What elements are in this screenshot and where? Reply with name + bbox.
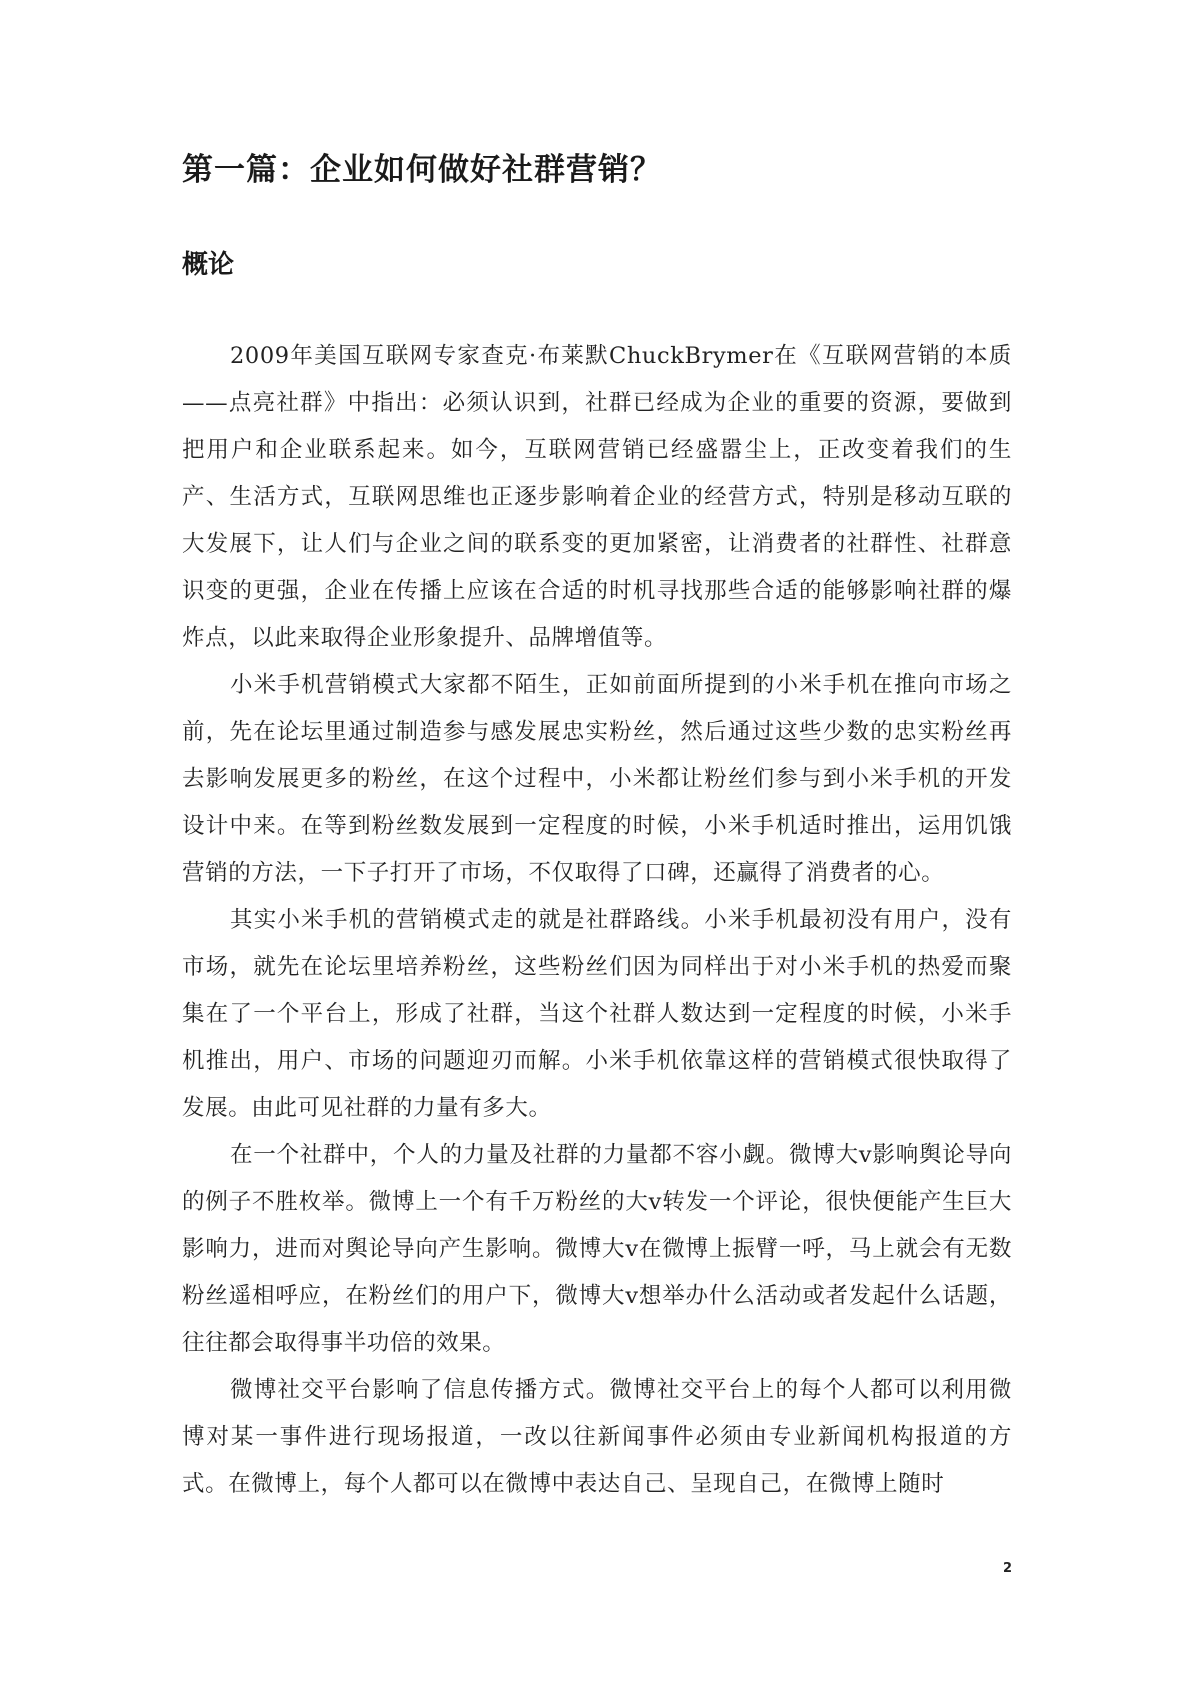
paragraph: 小米手机营销模式大家都不陌生，正如前面所提到的小米手机在推向市场之前，先在论坛里通过制造参与感发展忠实粉丝，然后通过这些少数的忠实粉丝再去影响发展更多的粉丝，在这个过程中，小米都让粉丝们参与到小米手机的开发设计中来。在等到粉丝数发展到一定程度的时候，小米手机适时推出，运用饥饿营销的方法，一下子打开了市场，不仅取得了口碑，还赢得了消费者的心。 (182, 672, 1012, 886)
page-title: 第一篇：企业如何做好社群营销？ (182, 152, 662, 188)
body-text (182, 333, 1012, 1508)
section-heading: 概论 (182, 250, 235, 280)
paragraph: 2009年美国互联网专家查克·布莱默ChuckBrymer在《互联网营销的本质——点亮社群》中指出：必须认识到，社群已经成为企业的重要的资源，要做到把用户和企业联系起来。如今，互联网营销已经盛嚣尘上，正改变着我们的生产、生活方式，互联网思维也正逐步影响着企业的经营方式，特别是移动互联的大发展下，让人们与企业之间的联系变的更加紧密，让消费者的社群性、社群意识变的更强，企业在传播上应该在合适的时机寻找那些合适的能够影响社群的爆炸点，以此来取得企业形象提升、品牌增值等。 (182, 343, 1012, 651)
page-number: 2 (1002, 1561, 1012, 1576)
paragraph: 在一个社群中，个人的力量及社群的力量都不容小觑。微博大v影响舆论导向的例子不胜枚举。微博上一个有千万粉丝的大v转发一个评论，很快便能产生巨大影响力，进而对舆论导向产生影响。微博大v在微博上振臂一呼，马上就会有无数粉丝遥相呼应，在粉丝们的用户下，微博大v想举办什么活动或者发起什么话题，往往都会取得事半功倍的效果。 (182, 1142, 1012, 1356)
document-page (182, 0, 1012, 1698)
paragraph: 其实小米手机的营销模式走的就是社群路线。小米手机最初没有用户，没有市场，就先在论坛里培养粉丝，这些粉丝们因为同样出于对小米手机的热爱而聚集在了一个平台上，形成了社群，当这个社群人数达到一定程度的时候，小米手机推出，用户、市场的问题迎刃而解。小米手机依靠这样的营销模式很快取得了发展。由此可见社群的力量有多大。 (182, 907, 1012, 1121)
paragraph: 微博社交平台影响了信息传播方式。微博社交平台上的每个人都可以利用微博对某一事件进行现场报道，一改以往新闻事件必须由专业新闻机构报道的方式。在微博上，每个人都可以在微博中表达自己、呈现自己，在微博上随时 (182, 1377, 1012, 1497)
